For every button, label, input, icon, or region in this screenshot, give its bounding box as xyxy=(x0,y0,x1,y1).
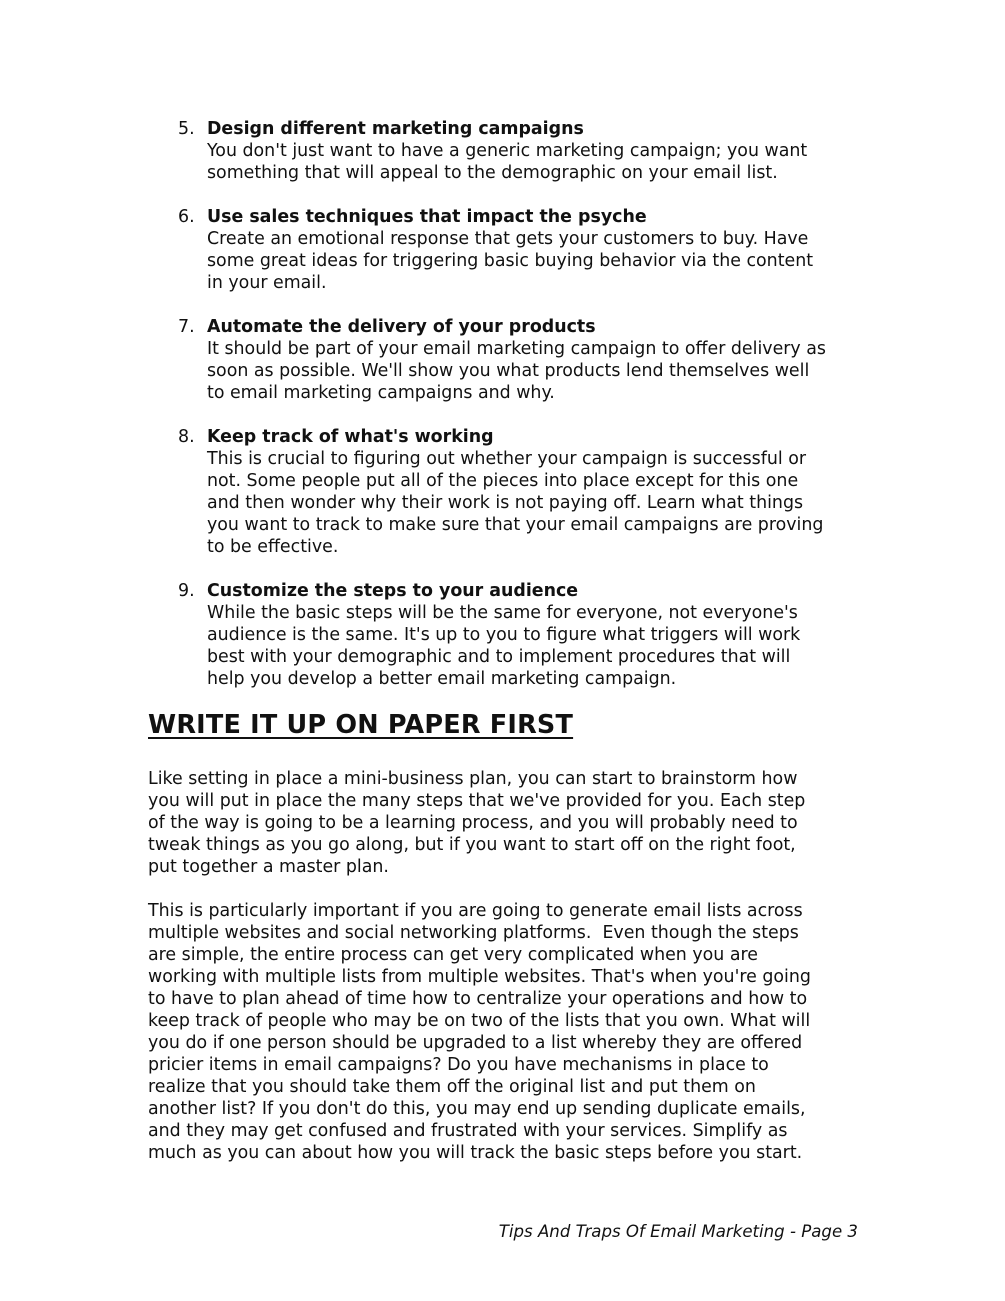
item-text-line: best with your demographic and to implement procedures that will xyxy=(207,647,791,667)
paragraph-line: working with multiple lists from multiple websites. That's when you're going xyxy=(148,967,811,987)
paragraph-line: keep track of people who may be on two of the lists that you own. What will xyxy=(148,1011,811,1031)
page-footer: Tips And Traps Of Email Marketing - Page 3 xyxy=(498,1222,858,1241)
item-number: 5. xyxy=(178,119,195,139)
item-number: 6. xyxy=(178,207,195,227)
item-body xyxy=(207,206,878,294)
paragraph-line: much as you can about how you will track the basic steps before you start. xyxy=(148,1143,803,1163)
item-text-line: in your email. xyxy=(207,273,327,293)
paragraph xyxy=(148,768,868,878)
paragraph-line: you will put in place the many steps that we've provided for you. Each step xyxy=(148,791,806,811)
paragraph-line: tweak things as you go along, but if you want to start off on the right foot, xyxy=(148,835,796,855)
item-body xyxy=(207,316,878,404)
item-text-line: help you develop a better email marketing campaign. xyxy=(207,669,677,689)
paragraph-line: another list? If you don't do this, you may end up sending duplicate emails, xyxy=(148,1099,806,1119)
paragraph-line: and they may get confused and frustrated with your services. Simplify as xyxy=(148,1121,788,1141)
item-number: 9. xyxy=(178,581,195,601)
item-text-line: You don't just want to have a generic marketing campaign; you want xyxy=(207,141,808,161)
list-item xyxy=(178,118,878,184)
paragraph-line: pricier items in email campaigns? Do you have mechanisms in place to xyxy=(148,1055,769,1075)
paragraph-line: to have to plan ahead of time how to centralize your operations and how to xyxy=(148,989,808,1009)
item-title: Use sales techniques that impact the psyche xyxy=(207,207,647,227)
item-text-line: not. Some people put all of the pieces into place except for this one xyxy=(207,471,799,491)
item-text-line: It should be part of your email marketing campaign to offer delivery as xyxy=(207,339,826,359)
item-number: 8. xyxy=(178,427,195,447)
item-title: Customize the steps to your audience xyxy=(207,581,579,601)
item-text-line: audience is the same. It's up to you to figure what triggers will work xyxy=(207,625,801,645)
paragraph-line: put together a master plan. xyxy=(148,857,389,877)
item-text-line: you want to track to make sure that your email campaigns are proving xyxy=(207,515,824,535)
item-text-line: Create an emotional response that gets your customers to buy. Have xyxy=(207,229,809,249)
item-text-line: to be effective. xyxy=(207,537,339,557)
paragraph-line: Like setting in place a mini-business plan, you can start to brainstorm how xyxy=(148,769,798,789)
item-body xyxy=(207,580,878,690)
paragraph xyxy=(148,900,868,1164)
paragraph-line: you do if one person should be upgraded to a list whereby they are offered xyxy=(148,1033,803,1053)
paragraph-line: of the way is going to be a learning process, and you will probably need to xyxy=(148,813,798,833)
paragraph-line: realize that you should take them off the original list and put them on xyxy=(148,1077,756,1097)
paragraph-line: This is particularly important if you are going to generate email lists across xyxy=(148,901,803,921)
item-text-line: While the basic steps will be the same for everyone, not everyone's xyxy=(207,603,798,623)
list-item xyxy=(178,426,878,558)
item-text-line: This is crucial to figuring out whether your campaign is successful or xyxy=(207,449,807,469)
paragraph-line: multiple websites and social networking platforms. Even though the steps xyxy=(148,923,799,943)
list-item xyxy=(178,316,878,404)
list-item xyxy=(178,580,878,690)
item-text-line: something that will appeal to the demographic on your email list. xyxy=(207,163,778,183)
section-heading: WRITE IT UP ON PAPER FIRST xyxy=(148,710,574,740)
item-title: Keep track of what's working xyxy=(207,427,494,447)
item-body xyxy=(207,426,878,558)
list-item xyxy=(178,206,878,294)
item-text-line: and then wonder why their work is not paying off. Learn what things xyxy=(207,493,804,513)
numbered-list xyxy=(178,118,878,712)
item-text-line: to email marketing campaigns and why. xyxy=(207,383,555,403)
item-body xyxy=(207,118,878,184)
item-title: Automate the delivery of your products xyxy=(207,317,596,337)
paragraph-line: are simple, the entire process can get very complicated when you are xyxy=(148,945,758,965)
item-text-line: soon as possible. We'll show you what products lend themselves well xyxy=(207,361,810,381)
item-text-line: some great ideas for triggering basic buying behavior via the content xyxy=(207,251,814,271)
item-title: Design different marketing campaigns xyxy=(207,119,584,139)
item-number: 7. xyxy=(178,317,195,337)
